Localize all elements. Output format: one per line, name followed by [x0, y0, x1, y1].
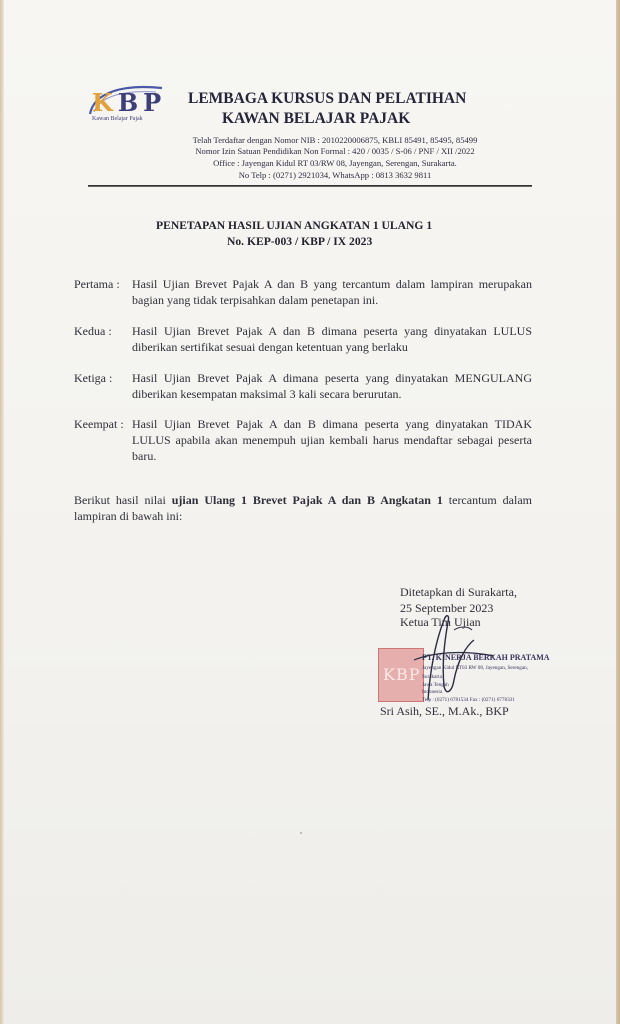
closing-after: tercantum dalam lampiran di bawah ini:: [74, 493, 532, 523]
stamp-logo-letters: KBP: [383, 665, 421, 684]
logo-letter-k: K: [92, 88, 118, 117]
closing-bold: ujian Ulang 1 Brevet Pajak A dan B Angkatan 1: [171, 493, 443, 507]
logo-letters-bp: BP: [117, 88, 167, 117]
stamp-line-5: Telp : (0271) 6781534 Fax : (0271) 6778331: [422, 697, 515, 703]
handwritten-signature: [384, 600, 504, 710]
stamp-line-3: Jawa Tengah: [422, 682, 449, 688]
org-title: LEMBAGA KURSUS DAN PELATIHAN: [188, 90, 467, 107]
stamp-company-name: PT. KINERJA BERKAH PRATAMA: [422, 653, 550, 662]
kbp-logo: [84, 82, 174, 128]
contact-line: No Telp : (0271) 2921034, WhatsApp : 0813 3632 9811: [238, 170, 432, 180]
paper-right-edge: [616, 0, 620, 1024]
signer-name: Sri Asih, SE., M.Ak., BKP: [380, 704, 509, 718]
decision-title: PENETAPAN HASIL UJIAN ANGKATAN 1 ULANG 1: [156, 219, 433, 232]
permit-line: Nomor Izin Satuan Pendidikan Non Formal : 420 / 0035 / S-06 / PNF / XII /2022: [195, 146, 475, 156]
stamp-line-4: Indonesia: [422, 689, 443, 695]
letterhead-divider: [88, 185, 532, 187]
item-text-ketiga: Hasil Ujian Brevet Pajak A dimana peserta yang dinyatakan MENGULANG diberikan kesempatan maksimal 3 kali secara berurutan.: [132, 371, 532, 401]
closing-paragraph: [74, 492, 532, 524]
page-speck: [300, 832, 302, 834]
logo-letters: [92, 88, 166, 117]
stamp-line-1: Jayengan Kidul RT03 RW 08, Jayengan, Serengan,: [422, 665, 529, 671]
office-line: Office : Jayengan Kidul RT 03/RW 08, Jayengan, Serengan, Surakarta.: [213, 158, 457, 168]
signature-role: Ketua Tim Ujian: [400, 615, 481, 629]
logo-subtext: Kawan Belajar Pajak: [92, 116, 143, 122]
item-label-ketiga: Ketiga :: [74, 371, 113, 385]
item-label-kedua: Kedua :: [74, 324, 112, 338]
item-label-pertama: Pertama :: [74, 277, 120, 291]
closing-before: Berikut hasil nilai: [74, 493, 172, 507]
org-subtitle: KAWAN BELAJAR PAJAK: [222, 110, 411, 127]
item-text-kedua: Hasil Ujian Brevet Pajak A dan B dimana peserta yang dinyatakan LULUS diberikan sertifikat sesuai dengan ketentuan yang berlaku: [132, 324, 532, 354]
item-label-keempat: Keempat :: [74, 417, 124, 431]
stamp-line-2: Surakarta: [422, 674, 442, 680]
decision-number: No. KEP-003 / KBP / IX 2023: [227, 235, 373, 248]
signature-place: Ditetapkan di Surakarta,: [400, 585, 517, 599]
registration-line: Telah Terdaftar dengan Nomor NIB : 2010220006875, KBLI 85491, 85495, 85499: [192, 135, 478, 145]
item-text-pertama: Hasil Ujian Brevet Pajak A dan B yang tercantum dalam lampiran merupakan bagian yang tidak terpisahkan dalam penetapan ini.: [132, 277, 532, 307]
signature-date: 25 September 2023: [400, 601, 494, 615]
item-text-keempat: Hasil Ujian Brevet Pajak A dan B dimana peserta yang dinyatakan TIDAK LULUS apabila akan menempuh ujian kembali harus mendaftar sebagai peserta baru.: [132, 417, 532, 463]
